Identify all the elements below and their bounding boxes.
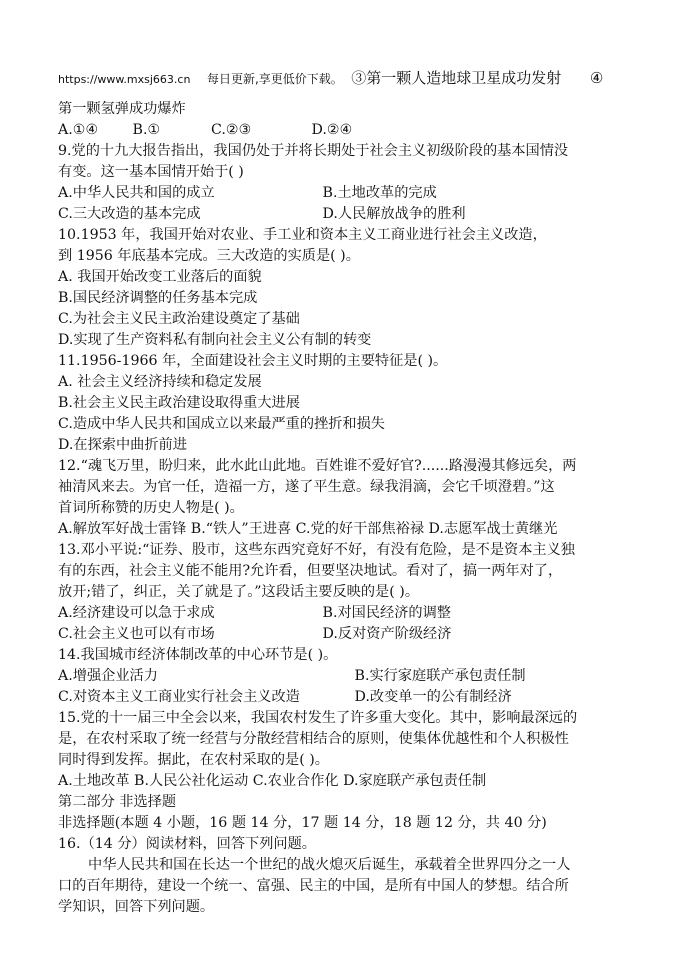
q10-option-b: B.国民经济调整的任务基本完成: [58, 290, 258, 306]
source-url[interactable]: https://www.mxsj663.cn: [58, 73, 191, 86]
q9-option-d: D.人民解放战争的胜利: [322, 206, 466, 222]
q15-stem-line-1: 15.党的十一届三中全会以来，我国农村发生了许多重大变化。其中，影响最深远的: [58, 710, 578, 726]
q14-options-row-2: [58, 687, 658, 708]
q16-stem: 16.（14 分）阅读材料，回答下列问题。: [58, 836, 316, 852]
q10-option-d: D.实现了生产资料私有制向社会主义公有制的转变: [58, 332, 372, 348]
q12-stem-line-1: 12.“魂飞万里，盼归来，此水此山此地。百姓谁不爱好官?......路漫漫其修远矣，两: [58, 458, 577, 474]
q10-option-c: C.为社会主义民主政治建设奠定了基础: [58, 311, 300, 327]
q8-option-d: D.②④: [311, 122, 353, 138]
q8-option-b: B.①: [132, 122, 161, 138]
q11-option-d: D.在探索中曲折前进: [58, 437, 187, 453]
part2-description: 非选择题(本题 4 小题，16 题 14 分，17 题 14 分，18 题 12 分，共 40 分): [58, 815, 547, 831]
q8-option-3-text: ③第一颗人造地球卫星成功发射: [351, 69, 562, 87]
q13-option-b: B.对国民经济的调整: [322, 605, 451, 621]
q10-option-a: A. 我国开始改变工业落后的面貌: [58, 269, 262, 285]
q14-option-a: A.增强企业活力: [58, 668, 158, 684]
q16-material-line-1: 中华人民共和国在长达一个世纪的战火熄灭后诞生，承载着全世界四分之一人: [88, 857, 571, 873]
q13-option-a: A.经济建设可以急于求成: [58, 605, 215, 621]
q9-options-row-1: [58, 183, 658, 204]
q9-option-c: C.三大改造的基本完成: [58, 206, 201, 222]
q13-option-d: D.反对资产阶级经济: [322, 626, 452, 642]
q13-stem-line-1: 13.邓小平说:“证券、股市，这些东西究竟好不好，有没有危险，是不是资本主义独: [58, 542, 575, 558]
q8-options: [58, 120, 658, 141]
q14-option-c: C.对资本主义工商业实行社会主义改造: [58, 689, 300, 705]
download-notice: 每日更新,享更低价下载。: [206, 72, 343, 86]
q16-material-line-3: 学知识，回答下列问题。: [58, 899, 215, 915]
q10-stem-line-1: 10.1953 年，我国开始对农业、手工业和资本主义工商业进行社会主义改造，: [58, 227, 547, 243]
q9-options-row-2: [58, 204, 658, 225]
q15-stem-line-2: 是，在农村采取了统一经营与分散经营相结合的原则，使集体优越性和个人积极性: [58, 731, 569, 747]
q9-stem-line-1: 9.党的十九大报告指出，我国仍处于并将长期处于社会主义初级阶段的基本国情没: [58, 143, 569, 159]
q8-option-a: A.①④: [58, 122, 99, 138]
header-line: [58, 68, 658, 89]
q13-options-row-2: [58, 624, 658, 645]
q12-stem-line-3: 首词所称赞的历史人物是( )。: [58, 500, 244, 516]
q8-option-4-text: 第一颗氢弹成功爆炸: [58, 101, 186, 117]
q13-stem-line-3: 放开;错了，纠正，关了就是了。”这段话主要反映的是( )。: [58, 584, 420, 600]
q9-option-b: B.土地改革的完成: [322, 185, 437, 201]
q15-options: A.土地改革 B.人民公社化运动 C.农业合作化 D.家庭联产承包责任制: [58, 773, 487, 789]
q10-stem-line-2: 到 1956 年底基本完成。三大改造的实质是( )。: [58, 248, 360, 264]
q8-option-c: C.②③: [211, 122, 252, 138]
q14-option-b: B.实行家庭联产承包责任制: [354, 668, 526, 684]
q14-option-d: D.改变单一的公有制经济: [354, 689, 512, 705]
q13-options-row-1: [58, 603, 658, 624]
q14-stem: 14.我国城市经济体制改革的中心环节是( )。: [58, 647, 338, 663]
q11-option-b: B.社会主义民主政治建设取得重大进展: [58, 395, 300, 411]
q12-stem-line-2: 袖清风来去。为官一任，造福一方，遂了平生意。绿我涓滴，会它千顷澄碧。”这: [58, 479, 555, 495]
q12-options: A.解放军好战士雷锋 B.“铁人”王进喜 C.党的好干部焦裕禄 D.志愿军战士黄继光: [58, 521, 558, 537]
q16-material-line-2: 口的百年期待，建设一个统一、富强、民主的中国，是所有中国人的梦想。结合所: [58, 878, 569, 894]
q9-option-a: A.中华人民共和国的成立: [58, 185, 215, 201]
q14-options-row-1: [58, 666, 658, 687]
q15-stem-line-3: 同时得到发挥。据此，在农村采取的是( )。: [58, 752, 329, 768]
q8-option-4-marker: ④: [589, 69, 604, 87]
q13-option-c: C.社会主义也可以有市场: [58, 626, 215, 642]
q11-option-a: A. 社会主义经济持续和稳定发展: [58, 374, 262, 390]
q11-option-c: C.造成中华人民共和国成立以来最严重的挫折和损失: [58, 416, 385, 432]
q11-stem: 11.1956-1966 年，全面建设社会主义时期的主要特征是( )。: [58, 353, 448, 369]
q9-stem-line-2: 有变。这一基本国情开始于( ): [58, 164, 244, 180]
q13-stem-line-2: 有的东西，社会主义能不能用?允许看，但要坚决地试。看对了，搞一两年对了，: [58, 563, 563, 579]
part2-title: 第二部分 非选择题: [58, 794, 177, 810]
